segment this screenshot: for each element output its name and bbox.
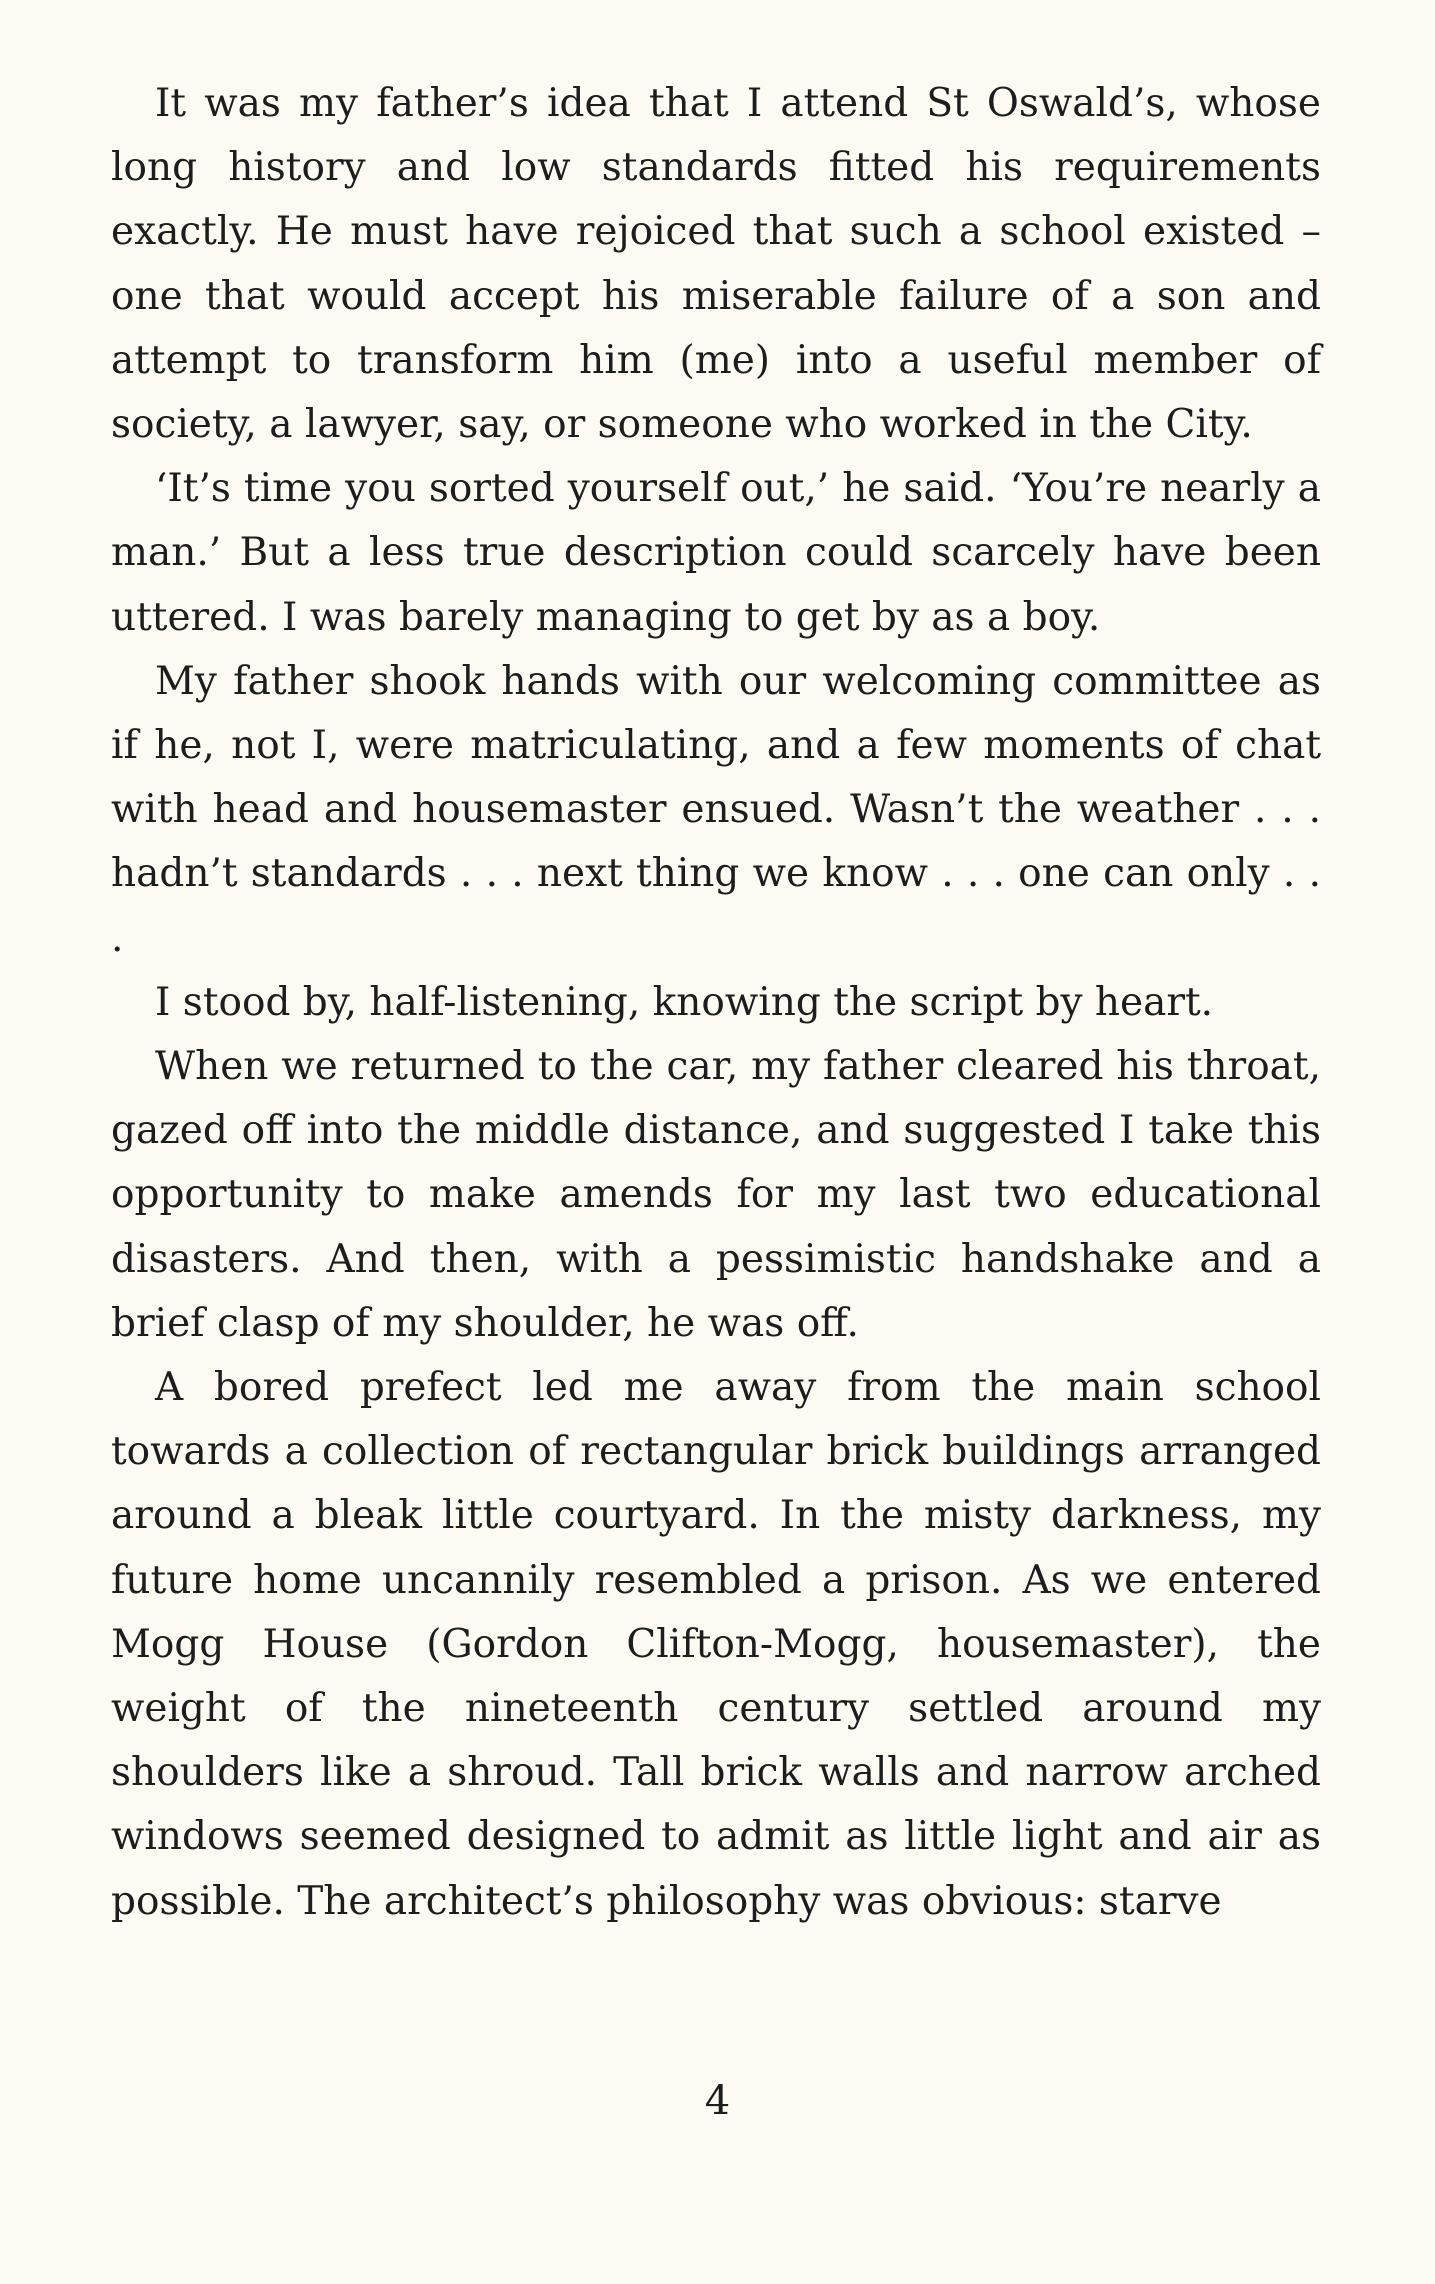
paragraph-1: It was my father’s idea that I attend St Oswald’s, whose long history and low standards fitted his requirements exactly. He must have rejoiced that such a school existed – one that would accept his miserable failure of a son and attempt to transform him (me) into a useful member of society, a lawyer, say, or someone who worked in the City.: [111, 81, 1321, 448]
paragraph-3: My father shook hands with our welcoming committee as if he, not I, were matriculating, and a few moments of chat with head and housemaster ensued. Wasn’t the weather . . . hadn’t standards . . . next thing we know . . . one can only . . .: [111, 658, 1321, 961]
paragraph-4: I stood by, half-listening, knowing the script by heart.: [155, 979, 1214, 1025]
paragraph-2: ‘It’s time you sorted yourself out,’ he said. ‘You’re nearly a man.’ But a less true description could scarcely have been uttered. I was barely managing to get by as a boy.: [111, 466, 1321, 640]
paragraph-5: When we returned to the car, my father cleared his throat, gazed off into the middle distance, and suggested I take this opportunity to make amends for my last two educational disasters. And then, with a pessimistic handshake and a brief clasp of my shoulder, he was off.: [111, 1044, 1321, 1346]
page-number: 4: [704, 2078, 731, 2124]
paragraph-6: A bored prefect led me away from the main school towards a collection of rectangular brick buildings arranged around a bleak little courtyard. In the misty darkness, my future home uncannily resembled a prison. As we entered Mogg House (Gordon Clifton-Mogg, housemaster), the weight of the nineteenth century settled around my shoulders like a shroud. Tall brick walls and narrow arched windows seemed designed to admit as little light and air as possible. The architect’s philosophy was obvious: starve: [111, 1365, 1321, 1924]
body-text: [111, 72, 1321, 1934]
